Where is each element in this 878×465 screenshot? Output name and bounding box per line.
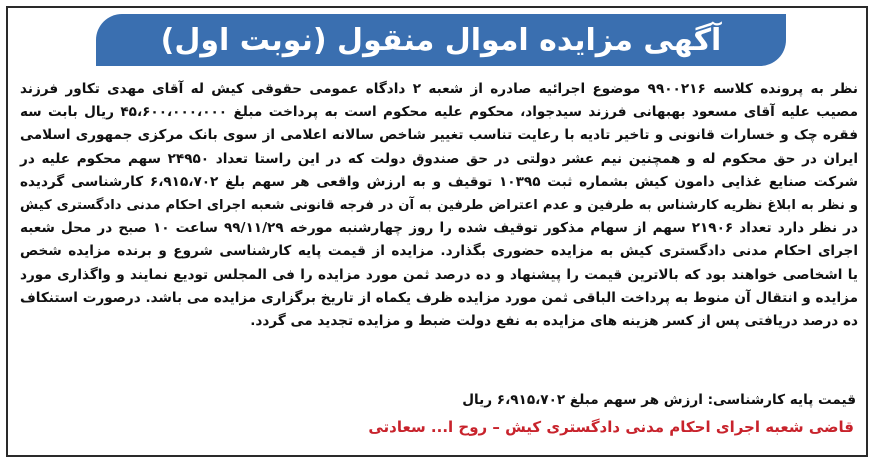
body-line: و نظر به ابلاغ نظریه کارشناس به طرفین و عدم اعتراض طرفین به آن در فرجه قانونی شعبه اجرای احکام مدنی دادگستری کیش: [20, 198, 858, 214]
body-line: اجرای احکام مدنی دادگستری کیش به مزایده حضوری بگذارد. مزایده از قیمت پایه کارشناسی شروع و برنده مزایده شخص: [20, 243, 858, 260]
body-line: مصیب علیه آقای مسعود بهبهانی فرزند سیدجواد، محکوم علیه محکوم است به پرداخت مبلغ ۴۵،۶۰۰،۰۰۰،۰۰۰ ریال بابت سه: [20, 104, 858, 121]
auction-notice: [6, 6, 868, 457]
notice-body: [20, 78, 858, 333]
body-line: فقره چک و خسارات قانونی و تاخیر تادیه با رعایت تناسب تغییر شاخص سالانه اعلامی از سوی بانک مرکزی جمهوری اسلامی: [20, 127, 858, 144]
body-line: مزایده و انتقال آن منوط به پرداخت الباقی ثمن مورد مزایده ظرف یکماه از تاریخ برگزاری مزایده می باشد. درصورت استنکاف: [20, 289, 858, 306]
body-line: نظر به پرونده کلاسه ۹۹۰۰۲۱۶ موضوع اجرائیه صادره از شعبه ۲ دادگاه عمومی حقوقی کیش له آقای مهدی تکاور فرزند: [20, 81, 858, 97]
body-line: یا اشخاصی خواهند بود که بالاترین قیمت را پیشنهاد و ده درصد ثمن مورد مزایده را فی المجلس تودیع نمایند و واگذاری مورد: [20, 266, 858, 283]
base-price-line: قیمت پایه کارشناسی: ارزش هر سهم مبلغ ۶،۹۱۵،۷۰۲ ریال: [462, 392, 856, 408]
notice-title: آگهی مزایده اموال منقول (نوبت اول): [160, 22, 722, 58]
body-line: در نظر دارد تعداد ۲۱۹۰۶ سهم از سهام مذکور توقیف شده را روز چهارشنبه مورخه ۹۹/۱۱/۲۹ ساعت ۱۰ صبح در محل شعبه: [20, 220, 858, 237]
body-line: شرکت صنایع غذایی دامون کیش بشماره ثبت ۱۰۳۹۵ توقیف و به ارزش واقعی هر سهم بلغ ۶،۹۱۵،۷۰۲ کارشناسی گردیده: [20, 173, 858, 190]
judge-signature: قاضی شعبه اجرای احکام مدنی دادگستری کیش – روح ا... سعادتی: [368, 418, 854, 436]
title-banner: [96, 14, 786, 66]
body-line: ایران در حق محکوم له و همچنین نیم عشر دولتی در حق صندوق دولت که در این راستا تعداد ۲۴۹۵۰ سهم محکوم علیه در: [20, 150, 858, 167]
body-line-last: ده درصد دریافتی پس از کسر هزینه های مزایده به نفع دولت ضبط و مزایده تجدید می گردد.: [250, 313, 858, 330]
